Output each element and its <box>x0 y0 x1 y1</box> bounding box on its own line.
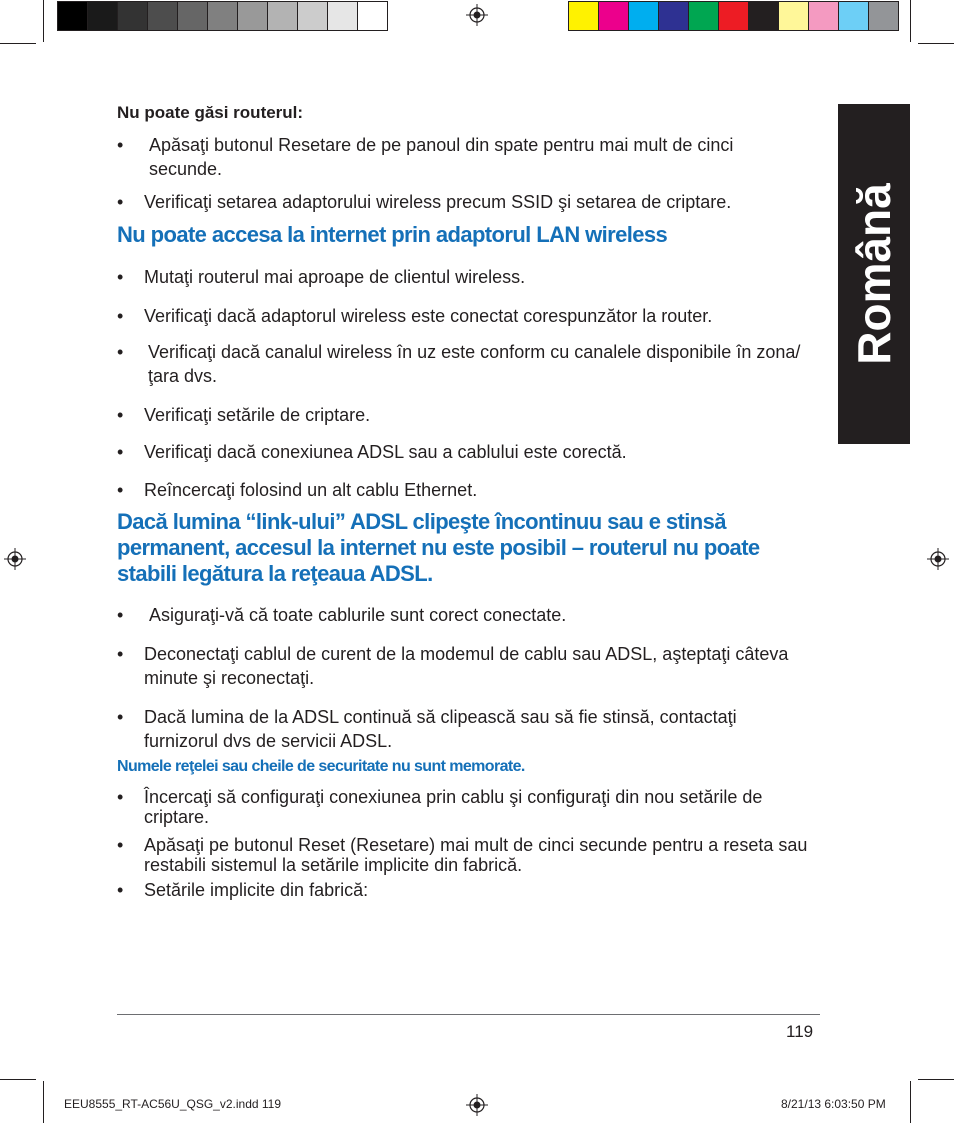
color-swatch <box>177 1 208 31</box>
crop-mark <box>910 0 911 42</box>
color-swatch <box>267 1 298 31</box>
list-item-text: Încercaţi să configuraţi conexiunea prin cablu şi configuraţi din nou setările de criptare. <box>144 787 763 827</box>
list-item-text: Setările implicite din fabrică: <box>144 880 369 900</box>
color-swatch <box>868 1 899 31</box>
list-item-text: Asiguraţi-vă că toate cablurile sunt corect conectate. <box>149 605 567 625</box>
crop-mark <box>918 43 954 44</box>
bullet: • <box>117 405 124 425</box>
color-swatch <box>808 1 839 31</box>
crop-mark <box>918 1079 954 1080</box>
registration-mark-icon <box>466 1094 488 1116</box>
bullet: • <box>117 342 124 362</box>
list-item-text: Dacă lumina de la ADSL continuă să clipească sau să fie stinsă, contactaţi furnizorul dvs de servicii ADSL. <box>144 707 737 751</box>
bullet: • <box>117 787 124 807</box>
bullet: • <box>117 192 124 212</box>
list-item-text: Verificaţi dacă adaptorul wireless este conectat corespunzător la router. <box>144 306 713 326</box>
registration-mark-icon <box>466 4 488 26</box>
color-swatch <box>748 1 779 31</box>
crop-mark <box>0 1079 36 1080</box>
section-heading-router-not-found: Nu poate găsi routerul: <box>117 103 304 122</box>
color-swatch <box>237 1 268 31</box>
heading-line: Dacă lumina “link-ului” ADSL clipeşte încontinuu sau e stinsă <box>117 509 726 534</box>
footer-rule <box>117 1014 820 1015</box>
bullet: • <box>117 442 124 462</box>
slug-file-info: EEU8555_RT-AC56U_QSG_v2.indd 119 <box>64 1097 282 1111</box>
bullet: • <box>117 707 124 727</box>
list-item-text: Verificaţi dacă conexiunea ADSL sau a cablului este corectă. <box>144 442 627 462</box>
list-item-text: Apăsaţi butonul Resetare de pe panoul din spate pentru mai mult de cinci secunde. <box>149 135 734 179</box>
section-heading-network-keys-not-saved: Numele reţelei sau cheile de securitate nu sunt memorate. <box>117 758 525 775</box>
bullet: • <box>117 605 124 625</box>
registration-mark-icon <box>927 548 949 570</box>
color-swatch <box>357 1 388 31</box>
slug-date-info: 8/21/13 6:03:50 PM <box>781 1097 886 1111</box>
list-item-text: Reîncercaţi folosind un alt cablu Ethernet. <box>144 480 478 500</box>
crop-mark <box>43 1081 44 1123</box>
color-swatch <box>718 1 749 31</box>
color-swatch <box>327 1 358 31</box>
registration-mark-icon <box>4 548 26 570</box>
crop-mark <box>43 0 44 42</box>
color-swatch <box>598 1 629 31</box>
bullet: • <box>117 306 124 326</box>
list-item-text: Verificaţi dacă canalul wireless în uz este conform cu canalele disponibile în zona/ţara dvs. <box>148 342 801 386</box>
color-swatch <box>87 1 118 31</box>
list-item-text: Verificaţi setările de criptare. <box>144 405 371 425</box>
list-item-text: Deconectaţi cablul de curent de la modemul de cablu sau ADSL, aşteptaţi câteva minute şi reconectaţi. <box>144 644 789 688</box>
color-swatch <box>117 1 148 31</box>
section-heading-no-internet-wireless: Nu poate accesa la internet prin adaptorul LAN wireless <box>117 222 668 247</box>
bullet: • <box>117 267 124 287</box>
bullet: • <box>117 880 124 900</box>
list-item-text: Apăsaţi pe butonul Reset (Resetare) mai mult de cinci secunde pentru a reseta sau restabili sistemul la setările implicite din fabrică. <box>144 835 808 875</box>
heading-line: permanent, accesul la internet nu este posibil – routerul nu poate <box>117 535 760 560</box>
language-tab-label: Română <box>848 183 900 365</box>
color-swatch <box>568 1 599 31</box>
heading-line: stabili legătura la reţeaua ADSL. <box>117 561 433 586</box>
list-item-text: Mutaţi routerul mai aproape de clientul wireless. <box>144 267 526 287</box>
page-number: 119 <box>786 1022 814 1041</box>
color-swatch <box>778 1 809 31</box>
color-swatch <box>688 1 719 31</box>
list-item-text: Verificaţi setarea adaptorului wireless precum SSID şi setarea de criptare. <box>144 192 732 212</box>
bullet: • <box>117 835 124 855</box>
color-swatch <box>297 1 328 31</box>
crop-mark <box>0 43 36 44</box>
color-swatch <box>207 1 238 31</box>
bullet: • <box>117 644 124 664</box>
bullet: • <box>117 135 124 155</box>
section-heading-adsl-link <box>117 509 817 587</box>
crop-mark <box>910 1081 911 1123</box>
language-side-tab <box>838 104 910 444</box>
bullet: • <box>117 480 124 500</box>
color-swatch <box>628 1 659 31</box>
color-swatch <box>838 1 869 31</box>
color-swatch <box>658 1 689 31</box>
color-swatch <box>147 1 178 31</box>
color-swatch <box>57 1 88 31</box>
